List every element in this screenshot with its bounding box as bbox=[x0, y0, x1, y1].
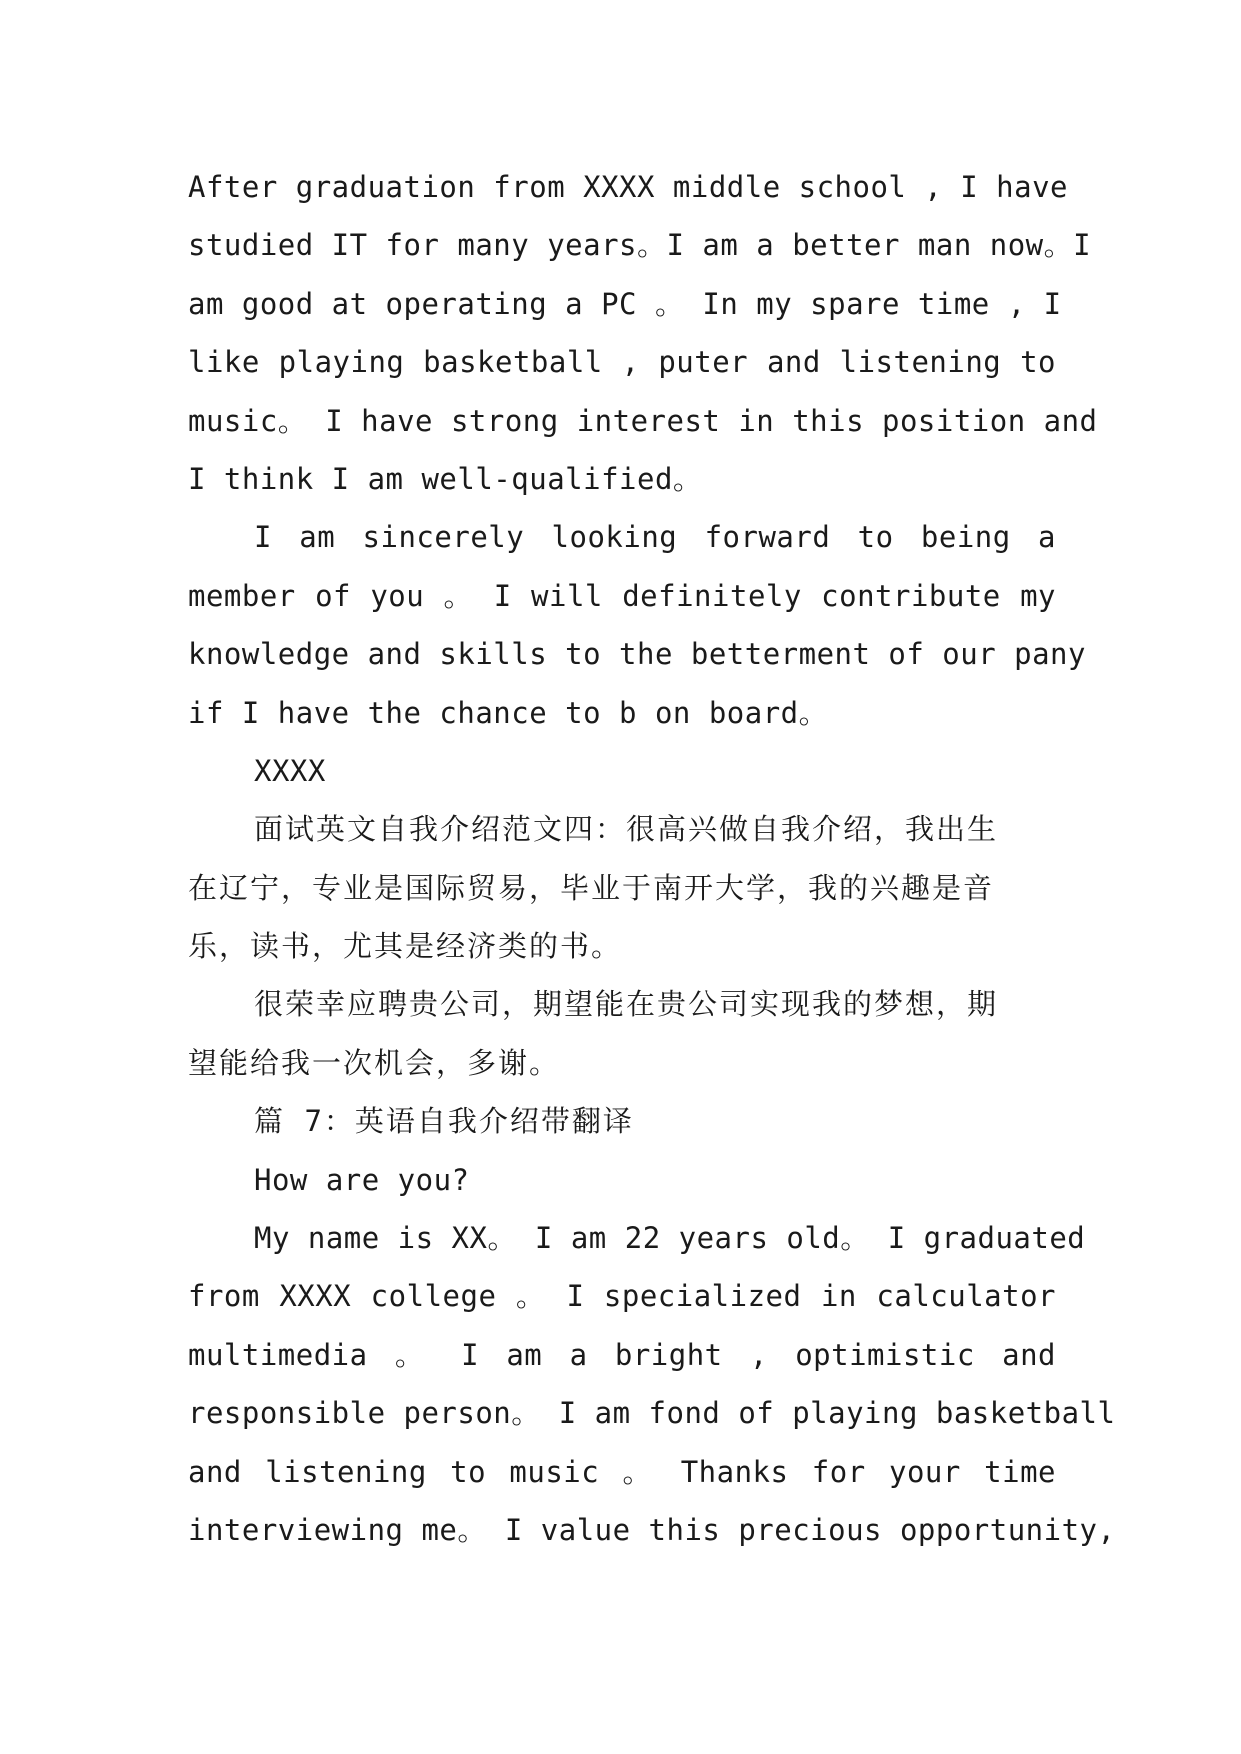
text-line: How are you? bbox=[254, 1162, 470, 1197]
text-line: I think I am well-qualified。 bbox=[188, 461, 703, 496]
text-line: knowledge and skills to the betterment of our pany bbox=[188, 637, 1086, 672]
text-line: interviewing me。 I value this precious opportunity, bbox=[188, 1512, 1116, 1547]
text-line: music。 I have strong interest in this position and bbox=[188, 403, 1098, 438]
text-line: studied IT for many years。I am a better man now。I bbox=[188, 228, 1092, 263]
text-line: and listening to music 。 Thanks for your time bbox=[188, 1454, 1056, 1489]
text-line: 面试英文自我介绍范文四：很高兴做自我介绍，我出生 bbox=[254, 812, 999, 847]
text-line: responsible person。 I am fond of playing basketball bbox=[188, 1396, 1116, 1431]
text-line: After graduation from XXXX middle school , I have bbox=[188, 170, 1069, 204]
text-line: member of you 。 I will definitely contribute my bbox=[188, 578, 1056, 613]
text-line: am good at operating a PC 。 In my spare time , I bbox=[188, 286, 1062, 321]
text-line: like playing basketball , puter and listening to bbox=[188, 345, 1056, 380]
text-line: 在辽宁，专业是国际贸易，毕业于南开大学，我的兴趣是音 bbox=[188, 870, 995, 905]
text-line: 乐，读书，尤其是经济类的书。 bbox=[188, 929, 623, 964]
text-line: I am sincerely looking forward to being a bbox=[254, 520, 1056, 555]
text-line: from XXXX college 。 I specialized in calculator bbox=[188, 1279, 1056, 1314]
signature-line: XXXX bbox=[254, 753, 326, 788]
text-line: multimedia 。 I am a bright , optimistic and bbox=[188, 1337, 1056, 1372]
document-body bbox=[188, 158, 1116, 1559]
section-heading: 篇 7：英语自我介绍带翻译 bbox=[254, 1104, 634, 1139]
text-line: 望能给我一次机会，多谢。 bbox=[188, 1045, 561, 1080]
text-line: if I have the chance to b on board。 bbox=[188, 695, 829, 730]
text-line: 很荣幸应聘贵公司，期望能在贵公司实现我的梦想，期 bbox=[254, 987, 999, 1022]
text-line: My name is XX。 I am 22 years old。 I graduated bbox=[254, 1221, 1086, 1256]
